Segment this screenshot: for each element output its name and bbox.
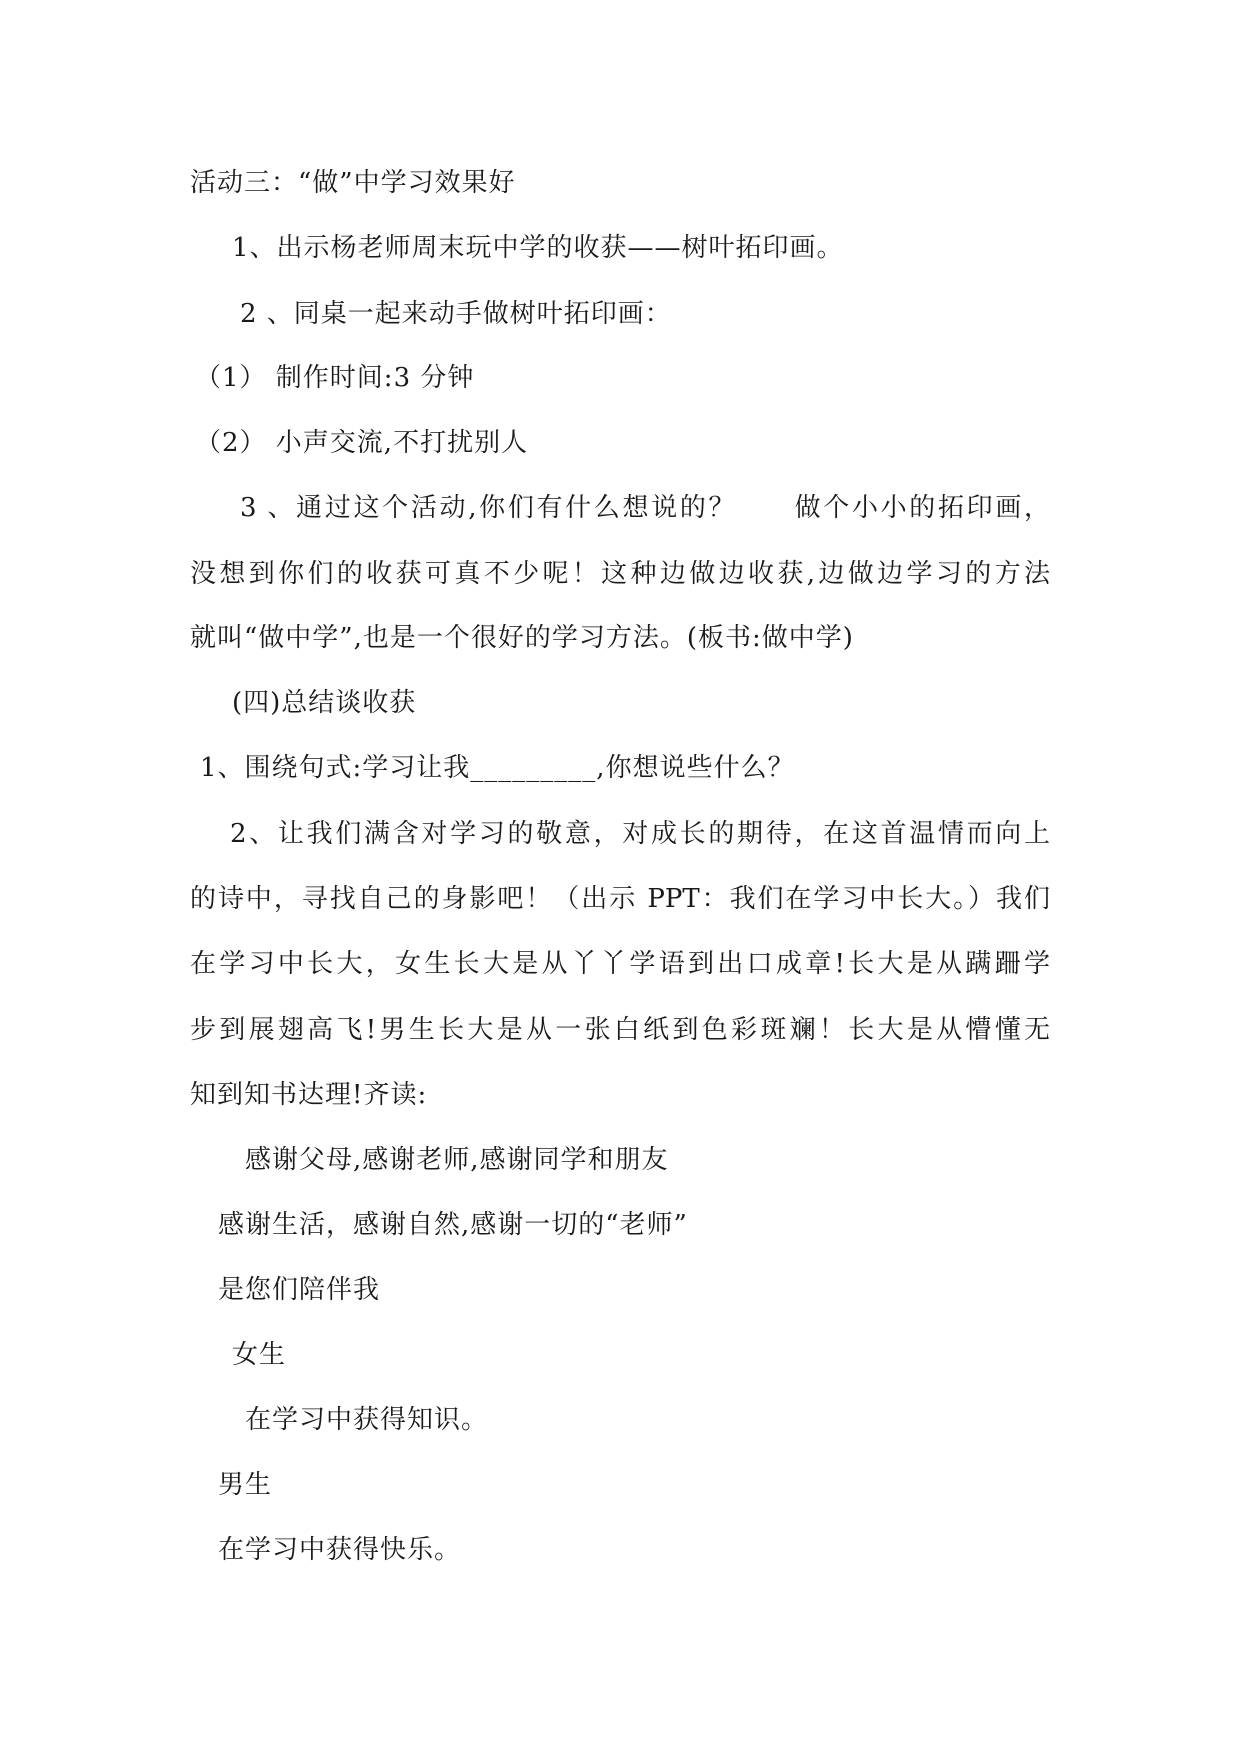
paragraph-line: 知到知书达理!齐读: <box>190 1080 428 1110</box>
paragraph-line: 在学习中长大，女生长大是从丫丫学语到出口成章!长大是从蹒跚学 <box>190 949 1050 979</box>
paragraph-line: 就叫“做中学”,也是一个很好的学习方法。(板书:做中学) <box>190 623 854 653</box>
poem-line: 感谢生活，感谢自然,感谢一切的“老师” <box>218 1210 688 1240</box>
paragraph-line: 步到展翅高飞!男生长大是从一张白纸到色彩斑斓！长大是从懵懂无 <box>190 1015 1050 1045</box>
poem-line: 在学习中获得快乐。 <box>218 1535 462 1565</box>
poem-speaker-girls: 女生 <box>232 1340 287 1370</box>
section-heading-activity-three: 活动三：“做”中学习效果好 <box>190 168 516 198</box>
paragraph-line: 的诗中，寻找自己的身影吧！（出示 PPT：我们在学习中长大。）我们 <box>190 884 1050 914</box>
poem-line: 是您们陪伴我 <box>218 1275 381 1305</box>
poem-speaker-boys: 男生 <box>218 1470 273 1500</box>
paragraph-line: 没想到你们的收获可真不少呢！这种边做边收获,边做边学习的方法 <box>190 559 1050 589</box>
paragraph-line: 2、让我们满含对学习的敬意，对成长的期待，在这首温情而向上 <box>230 819 1050 849</box>
poem-line: 在学习中获得知识。 <box>245 1405 489 1435</box>
list-item: （2） 小声交流,不打扰别人 <box>195 428 529 458</box>
section-heading-summary: (四)总结谈收获 <box>232 688 417 718</box>
poem-line: 感谢父母,感谢老师,感谢同学和朋友 <box>245 1145 669 1175</box>
list-item: （1） 制作时间:3 分钟 <box>195 363 475 393</box>
paragraph-line: 3 、通过这个活动,你们有什么想说的？ 做个小小的拓印画， <box>240 493 1050 523</box>
paragraph-line: 1、出示杨老师周末玩中学的收获——树叶拓印画。 <box>232 233 844 263</box>
paragraph-line: 2 、同桌一起来动手做树叶拓印画： <box>240 299 672 329</box>
paragraph-line: 1、围绕句式:学习让我_________,你想说些什么？ <box>200 753 795 783</box>
